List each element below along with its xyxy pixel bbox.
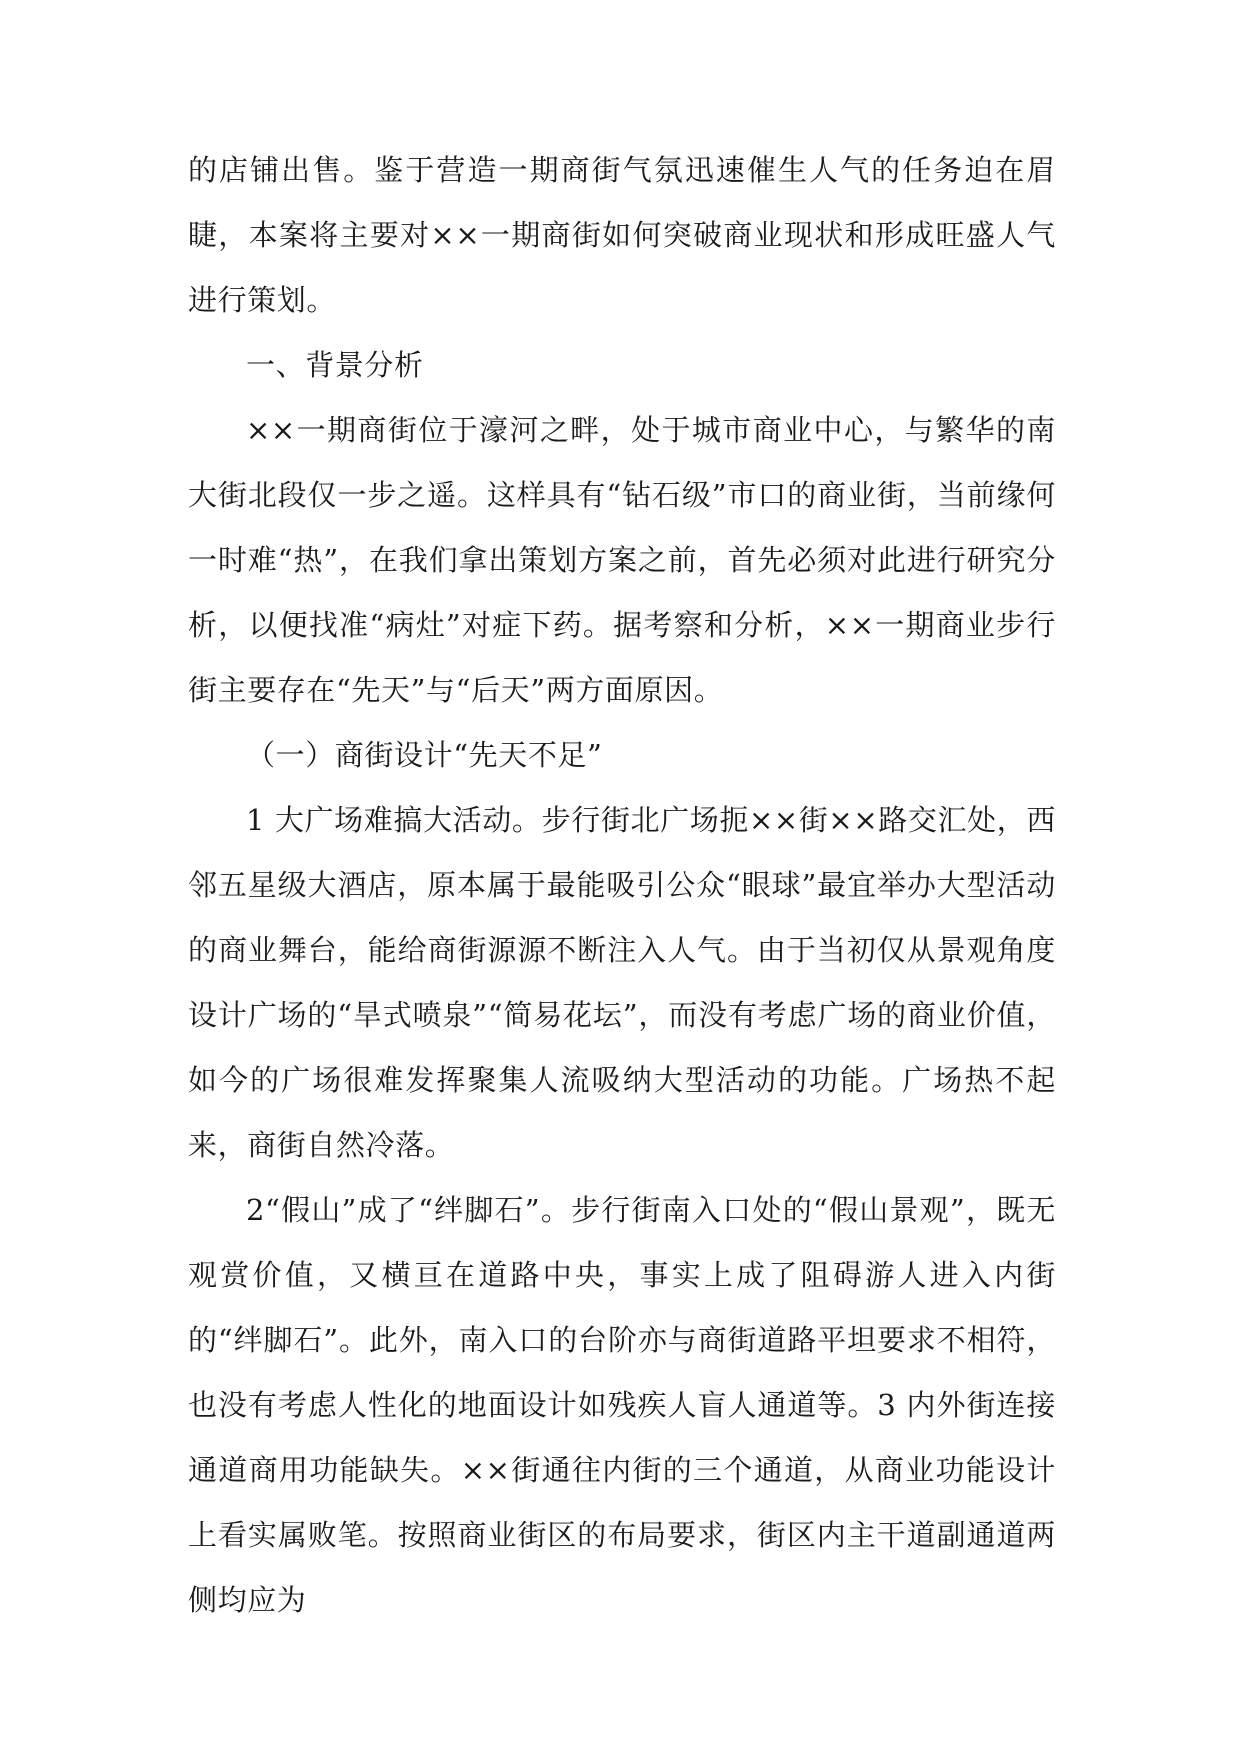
paragraph-intro-continuation: 的店铺出售。鉴于营造一期商街气氛迅速催生人气的任务迫在眉睫，本案将主要对××一期商街如何突破商业现状和形成旺盛人气进行策划。 xyxy=(188,153,1056,317)
paragraph-rockery-obstacle: 2“假山”成了“绊脚石”。步行街南入口处的“假山景观”，既无观赏价值，又横亘在道路中央，事实上成了阻碍游人进入内街的“绊脚石”。此外，南入口的台阶亦与商街道路平坦要求不相符，也没有考虑人性化的地面设计如残疾人盲人通道等。3 内外街连接通道商用功能缺失。××街通往内街的三个通道，从商业功能设计上看实属败笔。按照商业街区的布局要求，街区内主干道副通道两侧均应为 xyxy=(188,1193,1056,1617)
paragraph-big-plaza: 1 大广场难搞大活动。步行街北广场扼××街××路交汇处，西邻五星级大酒店，原本属于最能吸引公众“眼球”最宜举办大型活动的商业舞台，能给商街源源不断注入人气。由于当初仅从景观角度设计广场的“旱式喷泉”“简易花坛”，而没有考虑广场的商业价值，如今的广场很难发挥聚集人流吸纳大型活动的功能。广场热不起来，商街自然冷落。 xyxy=(188,803,1056,1162)
section-heading-background-analysis: 一、背景分析 xyxy=(246,348,424,382)
subsection-heading-design-deficiency: （一）商街设计“先天不足” xyxy=(246,738,603,772)
document-page xyxy=(188,138,1056,1633)
paragraph-location-analysis: ××一期商街位于濠河之畔，处于城市商业中心，与繁华的南大街北段仅一步之遥。这样具有“钻石级”市口的商业街，当前缘何一时难“热”，在我们拿出策划方案之前，首先必须对此进行研究分析，以便找准“病灶”对症下药。据考察和分析，××一期商业步行街主要存在“先天”与“后天”两方面原因。 xyxy=(188,413,1056,707)
